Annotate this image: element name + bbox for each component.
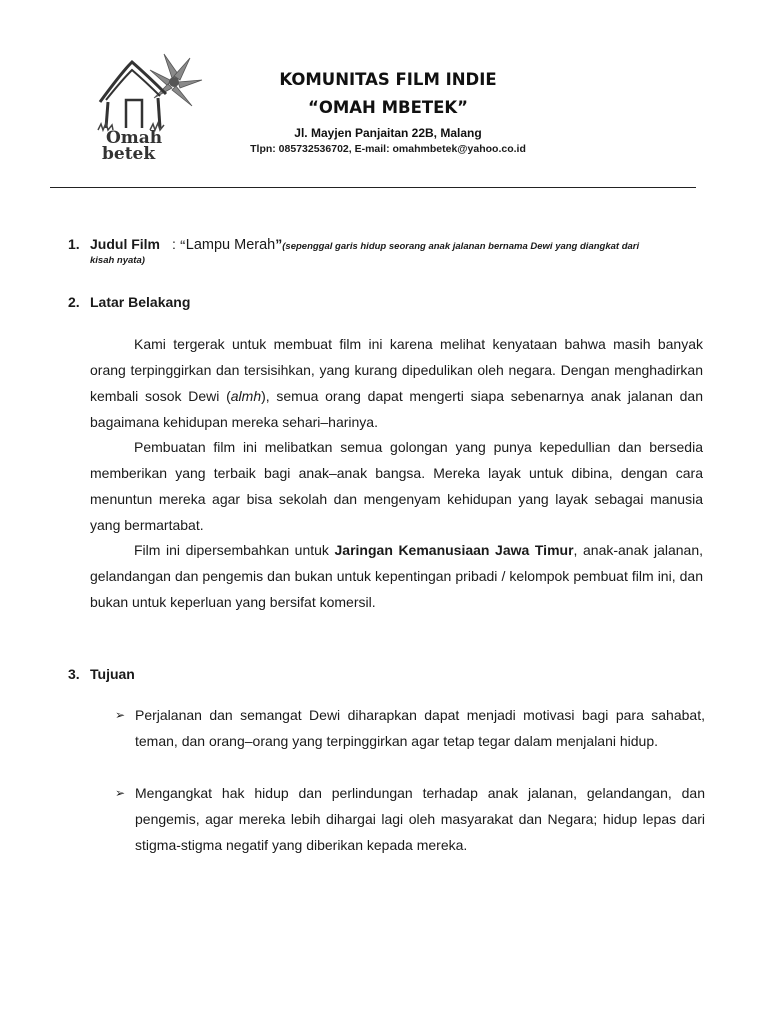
- paragraph-3: [90, 537, 703, 615]
- list-item-text: Perjalanan dan semangat Dewi diharapkan dapat menjadi motivasi bagi para sahabat, teman, dan orang–orang yang terpinggirkan agar tetap tegar dalam menjalani hidup.: [135, 707, 705, 749]
- paragraph-3-bold: Jaringan Kemanusiaan Jawa Timur: [334, 542, 574, 558]
- org-nickname: “OMAH MBETEK”: [307, 98, 469, 117]
- omah-mbetek-logo: [92, 50, 204, 168]
- org-name: KOMUNITAS FILM INDIE: [279, 70, 497, 89]
- paragraph-2-text: Pembuatan film ini melibatkan semua golongan yang punya kepedullian dan bersedia memberikan yang terbaik bagi anak–anak bangsa. Mereka layak untuk dibina, dengan cara menuntun mereka agar bisa sekolah dan mengenyam kehidupan yang layak sebagai manusia yang bermartabat.: [90, 439, 703, 533]
- section-latar-belakang: [68, 294, 190, 310]
- paragraph-3-text-b: , anak-anak jalanan, gelandangan dan pengemis dan bukan untuk kepentingan pribadi / kelompok pembuat film ini, dan bukan untuk keperluan yang bersifat komersil.: [90, 542, 703, 610]
- section-number: 2.: [68, 294, 80, 310]
- list-item: [115, 780, 705, 858]
- paragraph-1-text-a: Kami tergerak untuk membuat film ini karena melihat kenyataan bahwa masih banyak orang terpinggirkan dan tersisihkan, yang kurang dipedulikan oleh negara. Dengan menghadirkan kembali sosok Dewi (: [90, 336, 703, 404]
- arrow-bullet-icon: ➢: [115, 708, 126, 722]
- paragraph-3-text-a: Film ini dipersembahkan untuk: [134, 542, 335, 558]
- section-label: Judul Film: [90, 236, 160, 252]
- paragraph-1-text-b: ), semua orang dapat mengerti siapa sebenarnya anak jalanan dan bagaimana kehidupan mereka sehari–harinya.: [90, 388, 704, 430]
- open-quote: “: [179, 238, 186, 252]
- paragraph-1: [90, 331, 703, 435]
- section-tujuan: [68, 666, 135, 682]
- close-quote: ”: [275, 236, 283, 252]
- paragraph-2: [90, 434, 703, 538]
- section-label: Latar Belakang: [90, 294, 191, 310]
- logo-text-betek: betek: [102, 144, 156, 164]
- list-item: [115, 702, 705, 754]
- logo-text-omah: Omah: [106, 128, 163, 148]
- paragraph-1-italic: almh: [230, 388, 262, 404]
- section-label: Tujuan: [90, 666, 135, 682]
- header-divider: [50, 187, 696, 188]
- section-number: 1.: [68, 236, 80, 252]
- film-title: Lampu Merah: [185, 237, 276, 253]
- film-note: (sepenggal garis hidup seorang anak jalanan bernama Dewi yang diangkat dari: [282, 241, 640, 252]
- arrow-bullet-icon: ➢: [115, 786, 126, 800]
- section-number: 3.: [68, 666, 80, 682]
- film-note-continued: kisah nyata): [90, 255, 145, 266]
- section-judul-film: [68, 236, 639, 253]
- org-contact: Tlpn: 085732536702, E-mail: omahmbetek@yahoo.co.id: [250, 143, 526, 155]
- org-address: Jl. Mayjen Panjaitan 22B, Malang: [294, 126, 482, 140]
- list-item-text: Mengangkat hak hidup dan perlindungan terhadap anak jalanan, gelandangan, dan pengemis, agar mereka lebih dihargai lagi oleh masyarakat dan Negara; hidup lepas dari stigma-stigma negatif yang diberikan kepada mereka.: [135, 785, 705, 853]
- separator: :: [172, 236, 176, 252]
